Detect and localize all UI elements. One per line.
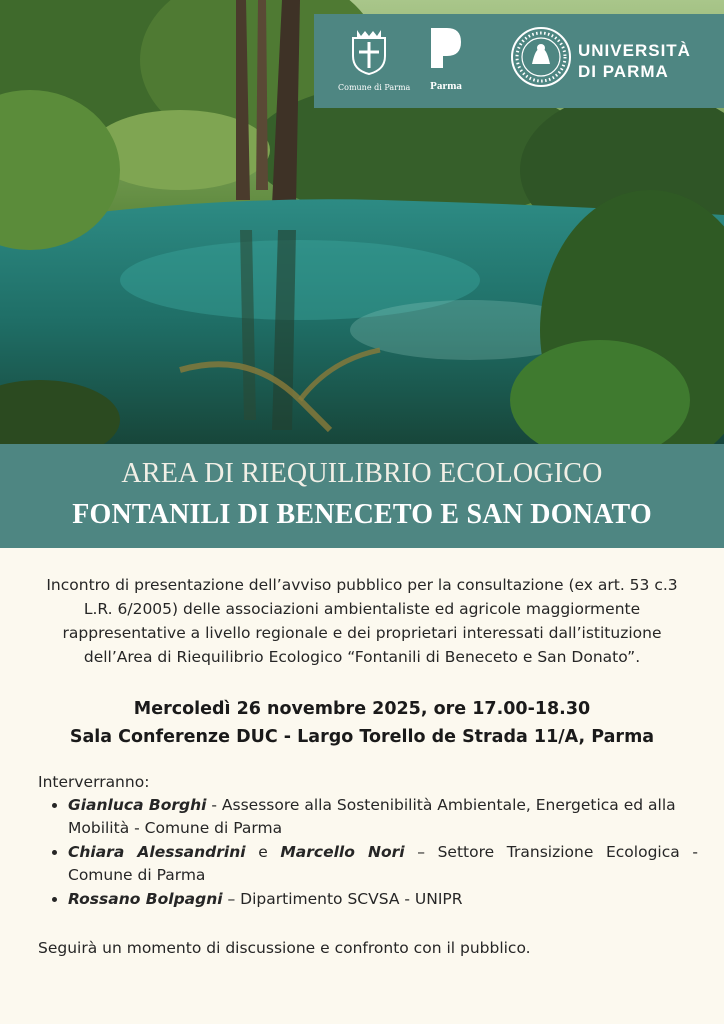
speaker-conjunction: e	[245, 843, 281, 861]
speaker-name: Gianluca Borghi	[68, 796, 207, 814]
speaker-role: – Settore Transizione Ecologica - Comune di Parma	[68, 843, 698, 884]
intro-paragraph: Incontro di presentazione dell’avviso pubblico per la consultazione (ex art. 53 c.3 L.R. 6/2005) delle associazioni ambientaliste ed agricole maggiormente rappresentative a livello regionale e dei proprietari interessati dall’istituzione dell’Area di Riequilibrio Ecologico “Fontanili di Beneceto e San Donato”.	[46, 576, 678, 666]
event-venue: Sala Conferenze DUC - Largo Torello de Strada 11/A, Parma	[69, 727, 655, 747]
university-line1: UNIVERSITÀ	[578, 41, 691, 60]
speakers-list	[38, 794, 698, 911]
speaker-item	[68, 794, 698, 840]
speaker-role: – Dipartimento SCVSA - UNIPR	[222, 890, 463, 908]
university-line2: DI PARMA	[578, 62, 669, 81]
university-name	[578, 40, 718, 82]
event-details	[0, 695, 724, 751]
universita-di-parma-logo	[510, 26, 691, 92]
speakers-heading: Interverranno:	[38, 773, 150, 791]
event-date-time: Mercoledì 26 novembre 2025, ore 17.00-18.30	[133, 699, 591, 719]
crest-icon	[347, 28, 391, 76]
comune-caption: Comune di Parma	[338, 83, 411, 92]
closing-note: Seguirà un momento di discussione e confronto con il pubblico.	[38, 939, 531, 957]
comune-di-parma-logo	[338, 28, 411, 92]
speaker-role: - Assessore alla Sostenibilità Ambientale, Energetica ed alla Mobilità - Comune di Parma	[68, 796, 676, 837]
speaker-name: Rossano Bolpagni	[68, 890, 223, 908]
speaker-name: Marcello Nori	[280, 843, 405, 861]
speaker-item	[68, 841, 698, 887]
parma-logo	[426, 26, 466, 92]
speaker-item	[68, 888, 698, 911]
university-seal-icon	[510, 26, 572, 88]
speaker-name: Chiara Alessandrini	[68, 843, 246, 861]
speakers-section	[38, 771, 698, 912]
title-line-2: FONTANILI DI BENECETO E SAN DONATO	[72, 499, 652, 530]
title-line-1: AREA DI RIEQUILIBRIO ECOLOGICO	[121, 458, 603, 489]
logo-banner	[314, 14, 724, 108]
parma-caption: Parma	[430, 80, 462, 92]
parma-p-icon	[429, 26, 463, 70]
title-band	[0, 444, 724, 548]
